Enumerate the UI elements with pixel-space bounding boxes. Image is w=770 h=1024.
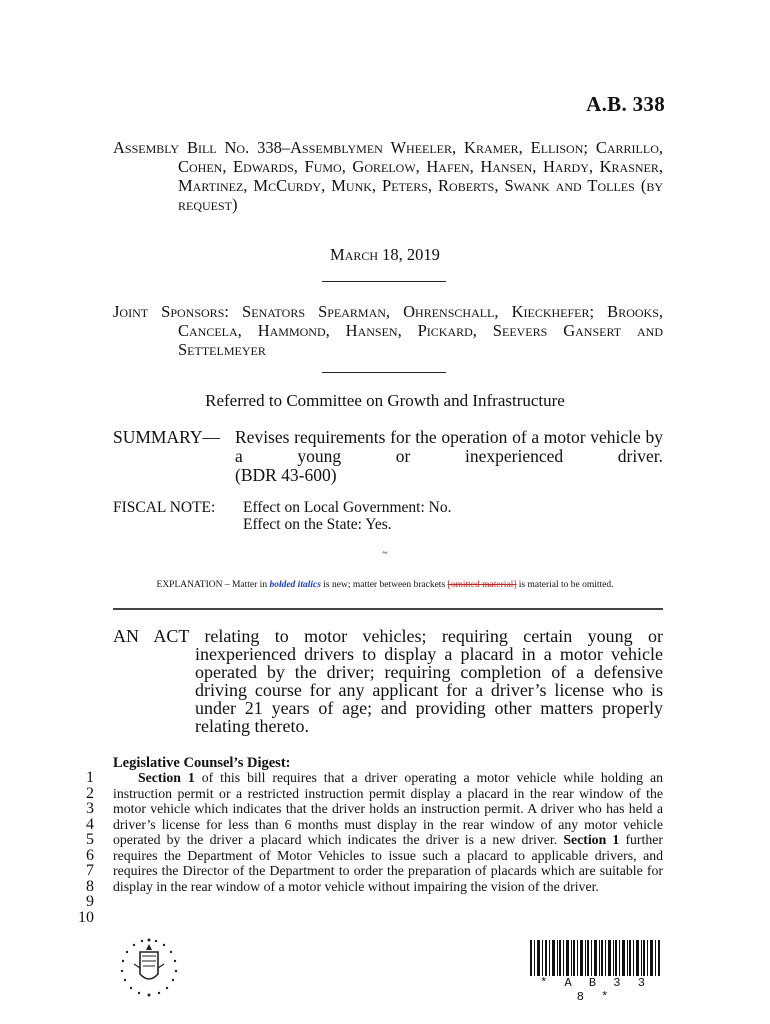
bill-authors xyxy=(113,138,663,214)
act-title: AN ACT relating to motor vehicles; requiring certain young or inexperienced drivers to display a placard in a motor vehicle operated by the driver; requiring completion of a defensive driving course for any applicant for a driver’s license who is under 21 years of age; and providing other matters properly relating thereto. xyxy=(113,626,663,736)
explanation-text: is material to be omitted. xyxy=(516,580,614,590)
line-number: 3 xyxy=(86,800,94,817)
fiscal-note xyxy=(113,499,663,533)
fiscal-note-label: FISCAL NOTE: xyxy=(113,499,216,516)
section-ref: Section 1 xyxy=(563,832,620,847)
digest-text: of this bill requires that a driver operating a motor vehicle while holding an instruction permit or a restricted instruction permit display a placard in the rear window of the motor vehicle which indicates that the driver holds an instruction permit. A driver who has held a driver’s license for less than 6 months must display in the rear window of any motor vehicle operated by the driver a placard which indicates the driver is a new driver. xyxy=(113,770,663,847)
digest-text: further requires the Department of Motor Vehicles to issue such a placard to applicable drivers, and requires the Director of the Department to order the preparation of placards which are suitable for display in the rear window of a motor vehicle without impairing the vision of the driver. xyxy=(113,832,663,894)
authors-request-note: (by request) xyxy=(178,176,664,214)
line-number: 5 xyxy=(86,831,94,848)
tilde-separator: ~ xyxy=(382,548,388,559)
summary-text: Revises requirements for the operation of a motor vehicle by a young or inexperienced driver. xyxy=(235,427,663,466)
digest-title: Legislative Counsel’s Digest: xyxy=(113,755,291,771)
barcode xyxy=(530,940,660,978)
explanation-note xyxy=(100,580,670,590)
divider xyxy=(322,372,446,373)
new-matter-sample: bolded italics xyxy=(269,580,321,590)
omitted-matter-sample: [omitted material] xyxy=(447,580,517,590)
digest-paragraph xyxy=(113,770,663,894)
divider xyxy=(322,281,446,282)
line-number: 10 xyxy=(78,908,94,926)
bill-summary xyxy=(113,428,663,485)
joint-sponsors: Joint Sponsors: Senators Spearman, Ohrenschall, Kieckhefer; Brooks, Cancela, Hammond, Hansen, Pickard, Seevers Gansert and Settelmeyer xyxy=(113,302,663,359)
line-number: 7 xyxy=(86,862,94,879)
line-numbers xyxy=(60,770,94,925)
barcode-label: * A B 3 3 8 * xyxy=(540,976,650,1004)
line-number: 2 xyxy=(86,784,94,802)
line-number: 4 xyxy=(86,815,94,833)
bill-number: A.B. 338 xyxy=(586,92,665,116)
line-number: 8 xyxy=(86,877,94,895)
fiscal-state: Effect on the State: Yes. xyxy=(243,516,392,533)
digest-body xyxy=(113,770,663,894)
state-seal-logo xyxy=(112,934,186,1000)
explanation-text: is new; matter between brackets xyxy=(320,580,448,590)
authors-list: Assembly Bill No. 338–Assemblymen Wheeler, Kramer, Ellison; Carrillo, Cohen, Edwards, Fumo, Gorelow, Hafen, Hansen, Hardy, Krasner, Martinez, McCurdy, Munk, Peters, Roberts, Swank and Tolles xyxy=(113,138,663,195)
horizontal-rule xyxy=(113,608,663,610)
introduction-date: March 18, 2019 xyxy=(330,245,440,264)
summary-bdr: (BDR 43-600) xyxy=(235,465,337,485)
committee-referral: Referred to Committee on Growth and Infrastructure xyxy=(205,391,565,410)
line-number: 1 xyxy=(86,769,94,786)
summary-label: SUMMARY— xyxy=(113,427,220,447)
explanation-text: EXPLANATION – Matter in xyxy=(156,580,270,590)
line-number: 6 xyxy=(86,846,94,864)
section-ref: Section 1 xyxy=(138,770,195,785)
fiscal-local: Effect on Local Government: No. xyxy=(243,499,452,516)
line-number: 9 xyxy=(86,893,94,910)
